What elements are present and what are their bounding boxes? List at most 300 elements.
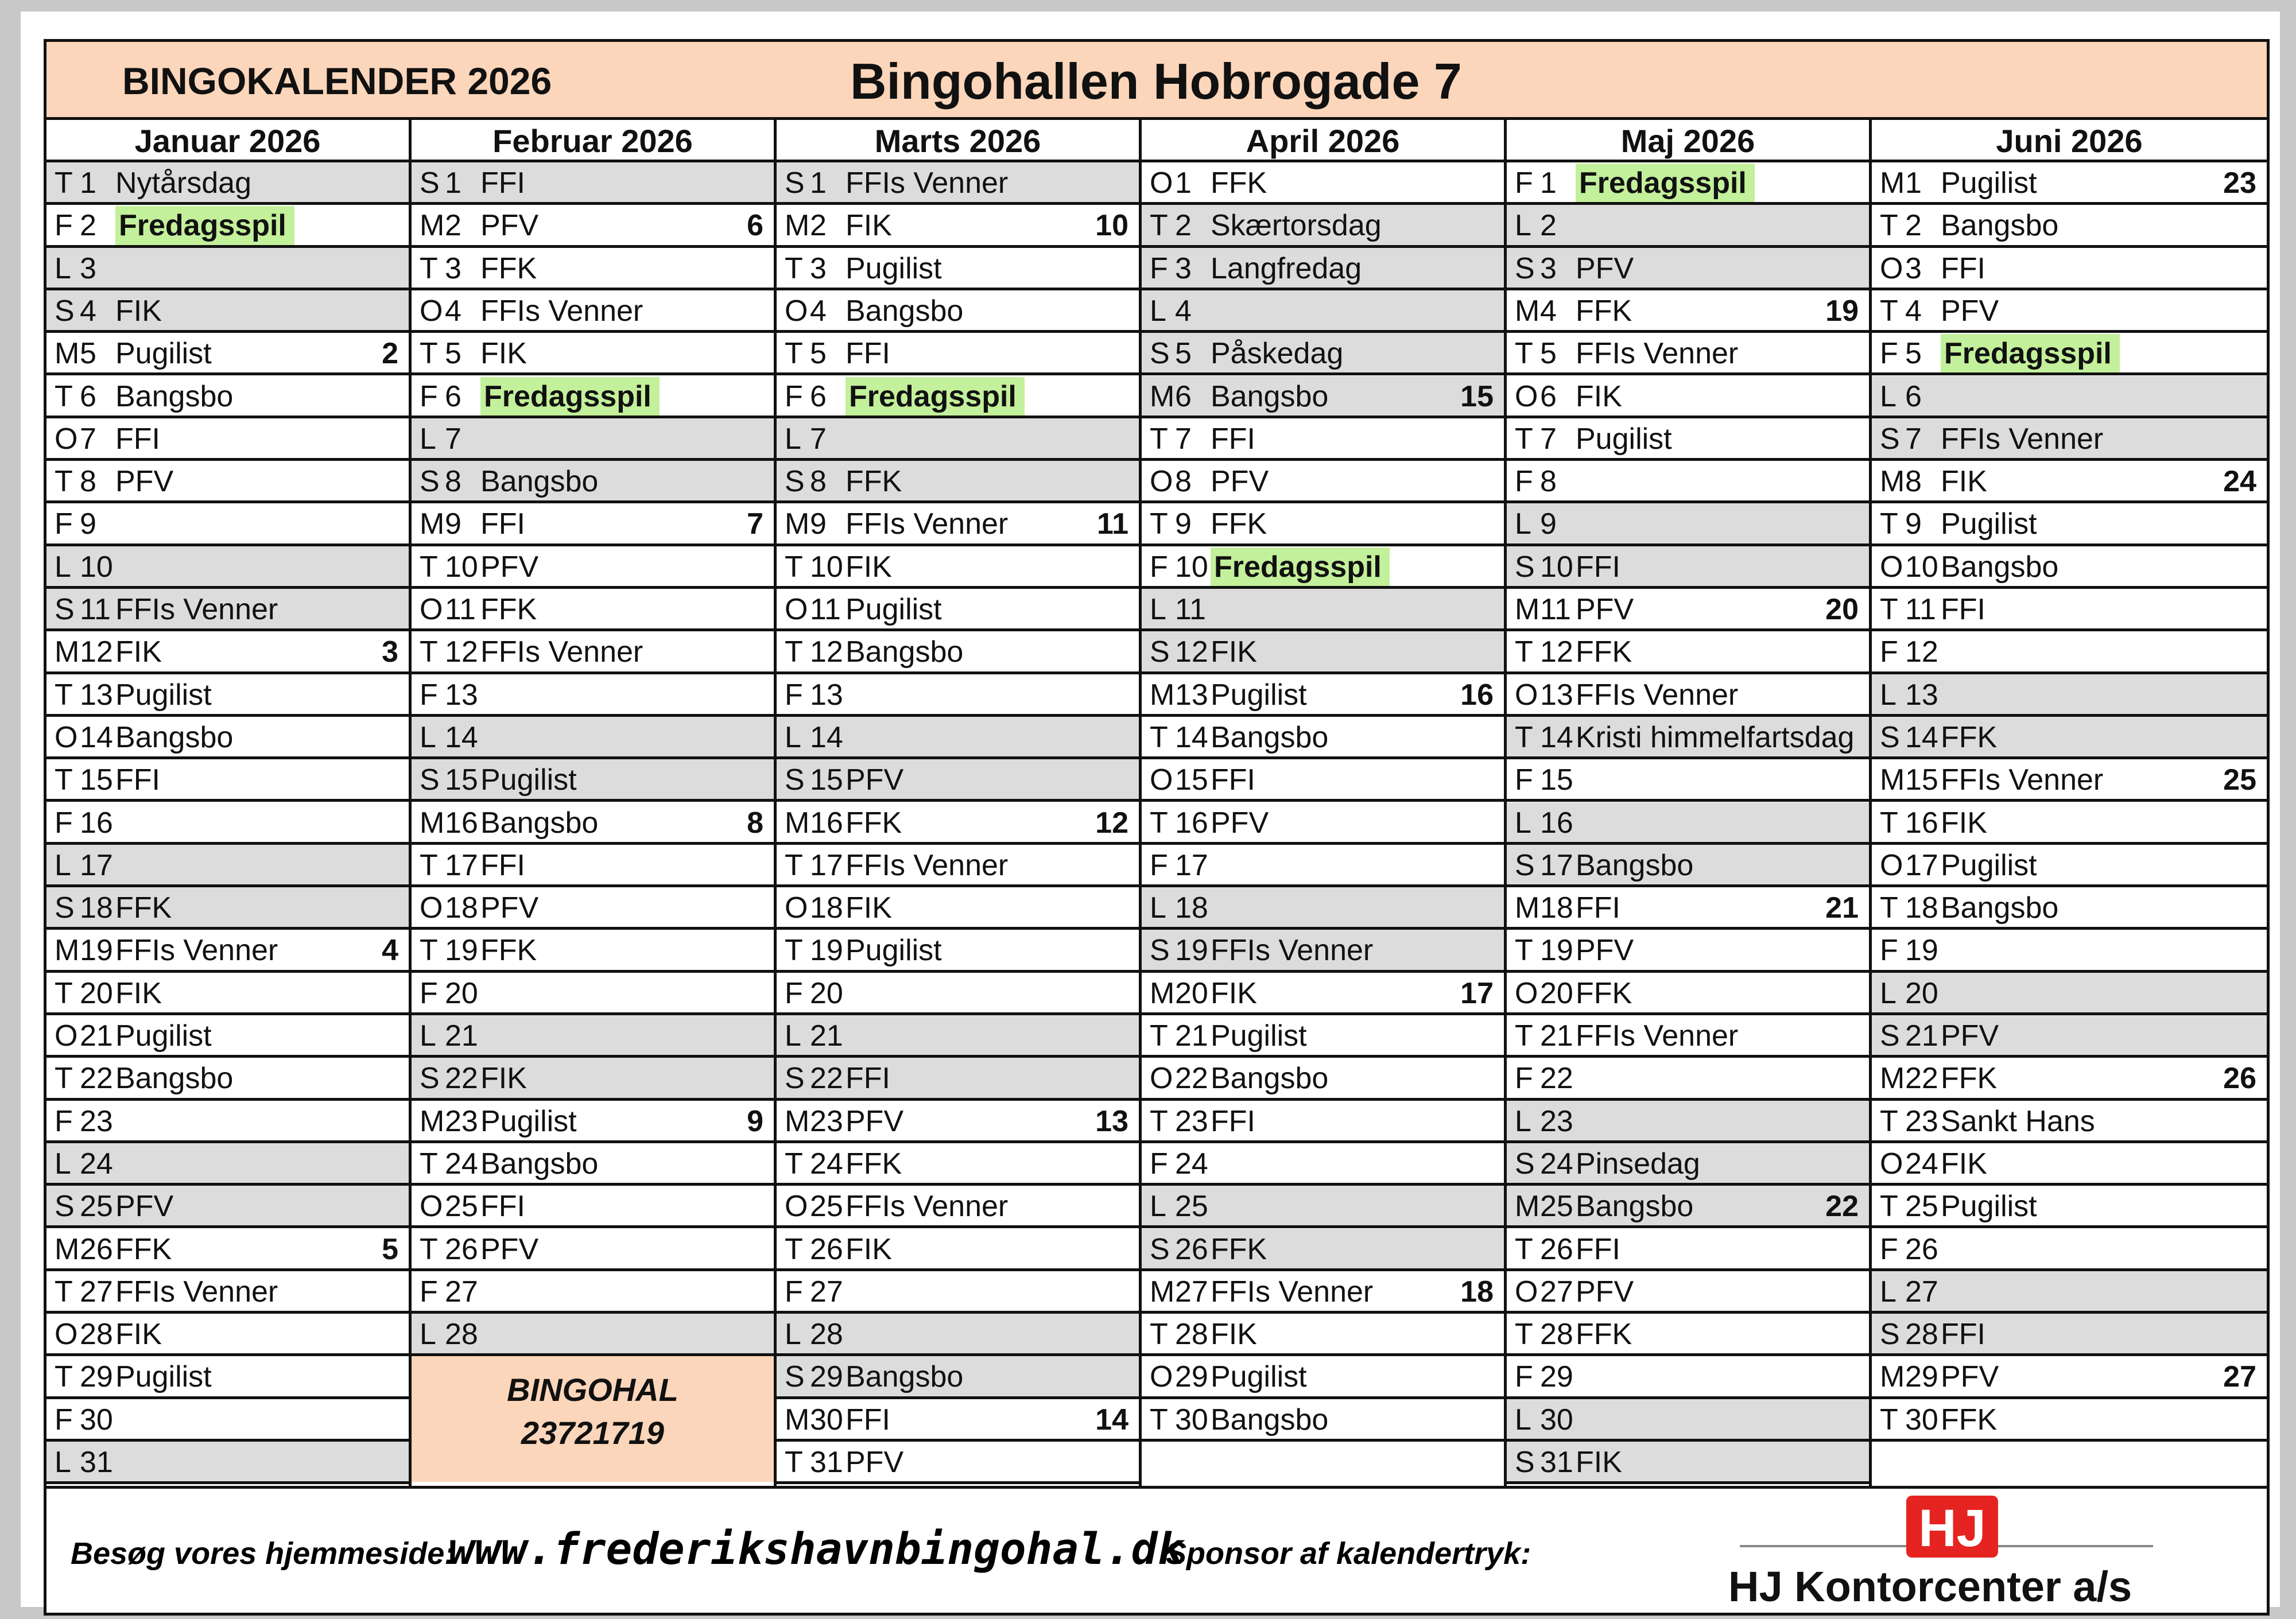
day-cell	[55, 504, 115, 543]
day-row	[1872, 1015, 2267, 1058]
day-number: 20	[1905, 976, 1938, 1010]
day-row	[1142, 674, 1504, 717]
day-row	[777, 759, 1139, 802]
day-cell	[1150, 504, 1267, 543]
day-cell	[55, 888, 172, 927]
day-cell	[420, 377, 660, 416]
weekday-letter: T	[1150, 1318, 1168, 1352]
day-cell	[785, 974, 846, 1013]
weekday-letter: T	[785, 1232, 803, 1266]
month-column	[412, 120, 777, 1486]
day-cell	[420, 1059, 527, 1098]
event-label: FFI	[480, 1190, 525, 1224]
day-cell	[420, 888, 538, 927]
event-label: Pugilist	[1576, 422, 1672, 456]
day-cell	[1880, 164, 2037, 203]
day-cell	[785, 249, 942, 288]
day-cell	[1515, 974, 1632, 1013]
day-row	[777, 887, 1139, 930]
day-number: 16	[1175, 806, 1208, 840]
day-row	[1872, 503, 2267, 546]
day-cell	[1880, 206, 2058, 245]
day-number: 23	[1905, 1104, 1938, 1138]
day-number: 28	[1175, 1318, 1208, 1352]
weekday-letter: T	[420, 635, 438, 669]
day-number: 25	[80, 1190, 113, 1224]
event-label: FFIs Venner	[846, 848, 1009, 882]
day-number: 12	[1175, 635, 1208, 669]
day-row	[1142, 376, 1504, 418]
event-label: Skærtorsdag	[1211, 209, 1382, 243]
day-row	[777, 1143, 1139, 1186]
day-row	[412, 589, 774, 631]
weekday-letter: O	[785, 1190, 808, 1224]
event-label: FFK	[1576, 976, 1632, 1010]
day-number: 8	[80, 465, 96, 499]
week-number: 25	[2223, 763, 2256, 797]
day-row	[1507, 376, 1869, 418]
day-cell	[1515, 675, 1738, 715]
month-column	[777, 120, 1142, 1486]
day-row	[777, 717, 1139, 759]
weekday-letter: L	[1150, 891, 1166, 925]
day-row	[1507, 973, 1869, 1015]
day-number: 23	[80, 1104, 113, 1138]
day-cell	[420, 1230, 538, 1269]
day-cell	[1515, 931, 1634, 970]
weekday-letter: T	[420, 550, 438, 584]
day-cell	[1515, 888, 1620, 927]
day-number: 26	[810, 1232, 843, 1266]
weekday-letter: M	[1515, 891, 1540, 925]
day-number: 16	[1905, 806, 1938, 840]
event-label: Kristi himmelfartsdag	[1576, 720, 1855, 754]
weekday-letter: F	[1150, 251, 1168, 285]
day-cell	[1880, 462, 1987, 501]
day-cell	[1150, 760, 1255, 799]
day-cell	[1150, 846, 1211, 885]
day-row	[1507, 1186, 1869, 1228]
weekday-letter: T	[1150, 1019, 1168, 1053]
day-row	[412, 631, 774, 674]
day-row	[46, 930, 409, 972]
day-row	[1872, 376, 2267, 418]
day-cell	[1150, 420, 1255, 459]
day-number: 4	[445, 294, 461, 328]
day-number: 13	[80, 678, 113, 712]
day-cell	[1880, 590, 1985, 629]
day-number: 31	[810, 1446, 843, 1479]
day-number: 23	[1175, 1104, 1208, 1138]
day-number: 25	[1540, 1190, 1573, 1224]
day-number: 17	[1905, 848, 1938, 882]
weekday-letter: T	[1880, 891, 1898, 925]
day-cell	[1150, 1102, 1255, 1141]
event-label: PFV	[1576, 593, 1634, 626]
day-row	[46, 461, 409, 503]
day-row	[412, 333, 774, 375]
day-cell	[420, 1272, 480, 1311]
day-row	[46, 1314, 409, 1356]
event-label: PFV	[115, 465, 174, 499]
day-row	[1872, 1058, 2267, 1100]
day-cell	[1880, 675, 1941, 715]
event-label: PFV	[480, 1232, 539, 1266]
event-label: FFK	[846, 1147, 902, 1181]
day-cell	[1150, 1059, 1328, 1098]
day-number: 9	[445, 507, 461, 541]
event-label: Pugilist	[480, 1104, 577, 1138]
day-row	[1872, 674, 2267, 717]
week-number: 14	[1095, 1403, 1128, 1436]
event-label: Bangsbo	[115, 1062, 234, 1096]
weekday-letter: S	[785, 465, 805, 499]
event-label: Bangsbo	[846, 635, 964, 669]
day-cell	[1880, 1272, 1941, 1311]
day-cell	[55, 206, 294, 245]
month-header: Februar 2026	[412, 120, 774, 162]
weekday-letter: S	[785, 166, 805, 200]
weekday-letter: L	[1880, 678, 1896, 712]
day-row	[46, 333, 409, 375]
day-number: 17	[445, 848, 478, 882]
day-cell	[1880, 1059, 1997, 1098]
day-cell	[1880, 1144, 1987, 1183]
day-cell	[785, 504, 1008, 543]
day-row	[1872, 1101, 2267, 1143]
day-number: 1	[810, 166, 827, 200]
day-row	[777, 973, 1139, 1015]
weekday-letter: M	[785, 806, 810, 840]
day-row	[1142, 1143, 1504, 1186]
day-number: 18	[1540, 891, 1573, 925]
day-number: 7	[1175, 422, 1192, 456]
weekday-letter: L	[55, 251, 71, 285]
day-row	[777, 162, 1139, 205]
weekday-letter: T	[55, 1275, 73, 1309]
calendar-header	[46, 42, 2267, 120]
weekday-letter: S	[420, 166, 440, 200]
week-number: 9	[747, 1104, 763, 1138]
event-label: Bangsbo	[846, 294, 964, 328]
event-label: FIK	[846, 891, 892, 925]
day-row	[777, 674, 1139, 717]
week-number: 10	[1095, 209, 1128, 243]
day-row	[1142, 1015, 1504, 1058]
day-cell	[785, 206, 892, 245]
day-number: 27	[1175, 1275, 1208, 1309]
day-cell	[420, 1102, 577, 1141]
day-number: 3	[445, 251, 461, 285]
day-cell	[785, 377, 1025, 416]
day-cell	[785, 1230, 892, 1269]
weekday-letter: T	[420, 1147, 438, 1181]
event-label: Pugilist	[115, 337, 212, 371]
weekday-letter: T	[55, 166, 73, 200]
day-number: 28	[1905, 1318, 1938, 1352]
day-number: 6	[1905, 379, 1922, 413]
day-row	[1872, 973, 2267, 1015]
weekday-letter: T	[1515, 1232, 1533, 1266]
weekday-letter: L	[1150, 593, 1166, 626]
day-cell	[1515, 164, 1755, 203]
day-row	[1507, 162, 1869, 205]
day-cell	[1515, 206, 1576, 245]
weekday-letter: F	[1880, 337, 1898, 371]
weekday-letter: O	[1150, 1360, 1173, 1394]
day-row	[1142, 802, 1504, 845]
weekday-letter: L	[420, 720, 436, 754]
day-cell	[1150, 632, 1257, 671]
day-cell	[420, 803, 598, 842]
day-number: 19	[1540, 934, 1573, 968]
weekday-letter: T	[1150, 422, 1168, 456]
event-label: Pugilist	[1941, 848, 2037, 882]
day-row	[1142, 1186, 1504, 1228]
fredagsspil-highlight: Fredagsspil	[1576, 164, 1755, 203]
day-cell	[1150, 377, 1328, 416]
bingohal-phone: 23721719	[521, 1415, 665, 1451]
day-number: 3	[80, 251, 96, 285]
day-cell	[420, 462, 598, 501]
weekday-letter: T	[1880, 1190, 1898, 1224]
weekday-letter: O	[1880, 848, 1903, 882]
day-number: 19	[80, 934, 113, 968]
day-number: 29	[1905, 1360, 1938, 1394]
day-number: 20	[80, 976, 113, 1010]
calendar-frame	[44, 39, 2270, 1616]
weekday-letter: F	[55, 507, 73, 541]
weekday-letter: T	[1880, 507, 1898, 541]
day-number: 1	[1175, 166, 1192, 200]
weekday-letter: F	[55, 806, 73, 840]
day-cell	[1515, 1016, 1738, 1055]
day-cell	[1515, 377, 1622, 416]
day-cell	[1150, 1357, 1307, 1396]
event-label: Pugilist	[1941, 1190, 2037, 1224]
day-cell	[420, 292, 643, 331]
weekday-letter: S	[785, 1360, 805, 1394]
event-label: Bangsbo	[480, 1147, 599, 1181]
day-cell	[420, 1016, 480, 1055]
weekday-letter: S	[1880, 422, 1900, 456]
weekday-letter: O	[1515, 1275, 1538, 1309]
day-number: 10	[1540, 550, 1573, 584]
week-number: 3	[382, 635, 398, 669]
event-label: FFK	[846, 806, 902, 840]
event-label: FFK	[1211, 166, 1267, 200]
event-label: PFV	[846, 1446, 904, 1479]
day-cell	[1515, 1443, 1622, 1482]
day-number: 18	[1175, 891, 1208, 925]
day-number: 14	[1905, 720, 1938, 754]
weekday-letter: F	[1515, 763, 1533, 797]
day-row	[1142, 759, 1504, 802]
day-number: 3	[1175, 251, 1192, 285]
day-number: 23	[810, 1104, 843, 1138]
event-label: FIK	[1211, 976, 1257, 1010]
event-label: FFK	[115, 1232, 172, 1266]
day-cell	[785, 888, 892, 927]
day-number: 12	[810, 635, 843, 669]
event-label: FIK	[1941, 1147, 1987, 1181]
event-label: FFI	[1941, 251, 1985, 285]
day-row	[777, 802, 1139, 845]
day-cell	[420, 206, 538, 245]
day-row	[777, 1399, 1139, 1442]
day-number: 4	[1905, 294, 1922, 328]
day-cell	[55, 1272, 278, 1311]
day-row	[1507, 546, 1869, 589]
day-number: 26	[1905, 1232, 1938, 1266]
fredagsspil-highlight: Fredagsspil	[1941, 334, 2120, 373]
event-label: FFIs Venner	[115, 934, 278, 968]
weekday-letter: T	[420, 1232, 438, 1266]
day-row	[1872, 887, 2267, 930]
day-cell	[1515, 1059, 1576, 1098]
day-row	[777, 418, 1139, 461]
weekday-letter: S	[1515, 251, 1535, 285]
day-number: 22	[1540, 1062, 1573, 1096]
day-number: 28	[810, 1318, 843, 1352]
day-number: 5	[80, 337, 96, 371]
event-label: FFI	[846, 337, 890, 371]
day-row	[1872, 205, 2267, 247]
day-row	[1872, 1399, 2267, 1442]
weekday-letter: S	[1880, 1019, 1900, 1053]
day-number: 23	[1540, 1104, 1573, 1138]
day-number: 20	[1540, 976, 1573, 1010]
day-row	[46, 1356, 409, 1399]
weekday-letter: S	[55, 891, 75, 925]
weekday-letter: T	[1150, 209, 1168, 243]
day-cell	[1515, 420, 1672, 459]
day-number: 7	[1540, 422, 1557, 456]
weekday-letter: T	[785, 1446, 803, 1479]
day-row	[777, 845, 1139, 887]
day-number: 2	[1540, 209, 1557, 243]
day-number: 28	[1540, 1318, 1573, 1352]
day-number: 8	[1175, 465, 1192, 499]
event-label: PFV	[1941, 1019, 1999, 1053]
weekday-letter: T	[55, 976, 73, 1010]
day-number: 24	[810, 1147, 843, 1181]
day-number: 15	[1540, 763, 1573, 797]
day-number: 13	[810, 678, 843, 712]
day-number: 18	[1905, 891, 1938, 925]
day-row	[1872, 1271, 2267, 1314]
event-label: Pugilist	[115, 1019, 212, 1053]
weekday-letter: L	[55, 848, 71, 882]
day-cell	[1150, 1272, 1373, 1311]
weekday-letter: T	[55, 1360, 73, 1394]
day-number: 4	[80, 294, 96, 328]
day-cell	[1880, 249, 1985, 288]
week-number: 2	[382, 337, 398, 371]
weekday-letter: T	[1515, 1019, 1533, 1053]
event-label: FIK	[480, 1062, 527, 1096]
event-label: FFIs Venner	[1576, 1019, 1739, 1053]
day-number: 8	[810, 465, 827, 499]
weekday-letter: M	[1515, 593, 1540, 626]
sponsor-name: HJ Kontorcenter a/s	[1728, 1563, 2132, 1610]
website-link[interactable]: www.frederikshavnbingohal.dk	[448, 1523, 1184, 1574]
day-row	[1142, 248, 1504, 290]
event-label: Nytårsdag	[115, 166, 251, 200]
day-number: 8	[1905, 465, 1922, 499]
visit-label: Besøg vores hjemmeside:	[71, 1536, 455, 1571]
day-number: 18	[80, 891, 113, 925]
event-label: FFI	[1576, 891, 1620, 925]
day-row	[412, 674, 774, 717]
day-cell	[1515, 718, 1854, 757]
weekday-letter: L	[420, 422, 436, 456]
day-row	[777, 333, 1139, 375]
day-number: 29	[1540, 1360, 1573, 1394]
day-row	[1142, 631, 1504, 674]
day-row	[777, 1271, 1139, 1314]
day-number: 17	[1175, 848, 1208, 882]
day-cell	[1150, 1016, 1307, 1055]
fredagsspil-highlight: Fredagsspil	[480, 377, 660, 416]
day-row	[46, 631, 409, 674]
day-number: 5	[1540, 337, 1557, 371]
day-row	[1872, 802, 2267, 845]
event-label: FFI	[115, 422, 160, 456]
day-cell	[55, 292, 162, 331]
day-number: 11	[1175, 593, 1206, 626]
day-cell	[1880, 1187, 2037, 1226]
day-row	[46, 802, 409, 845]
day-number: 15	[810, 763, 843, 797]
weekday-letter: T	[55, 465, 73, 499]
event-label: Pugilist	[115, 678, 212, 712]
day-cell	[420, 632, 643, 671]
weekday-letter: T	[1150, 720, 1168, 754]
day-row	[46, 589, 409, 631]
day-number: 2	[445, 209, 461, 243]
day-cell	[1880, 1400, 1997, 1439]
weekday-letter: M	[420, 507, 445, 541]
event-label: Bangsbo	[115, 720, 234, 754]
day-cell	[55, 420, 160, 459]
weekday-letter: M	[1150, 976, 1175, 1010]
week-number: 27	[2223, 1360, 2256, 1394]
day-number: 3	[810, 251, 827, 285]
day-number: 27	[445, 1275, 478, 1309]
week-number: 7	[747, 507, 763, 541]
weekday-letter: L	[55, 1147, 71, 1181]
day-row	[1142, 205, 1504, 247]
event-label: Bangsbo	[480, 465, 599, 499]
weekday-letter: T	[1515, 635, 1533, 669]
day-number: 10	[1905, 550, 1938, 584]
event-label: Bangsbo	[846, 1360, 964, 1394]
day-row	[46, 418, 409, 461]
day-cell	[55, 1315, 162, 1354]
event-label: Bangsbo	[1576, 1190, 1694, 1224]
day-row	[46, 717, 409, 759]
weekday-letter: L	[1515, 806, 1531, 840]
day-row	[1142, 546, 1504, 589]
day-row	[1142, 418, 1504, 461]
day-number: 6	[445, 379, 461, 413]
day-cell	[785, 760, 903, 799]
day-number: 14	[445, 720, 478, 754]
day-number: 25	[1175, 1190, 1208, 1224]
event-label: Pugilist	[115, 1360, 212, 1394]
day-row	[1142, 1058, 1504, 1100]
